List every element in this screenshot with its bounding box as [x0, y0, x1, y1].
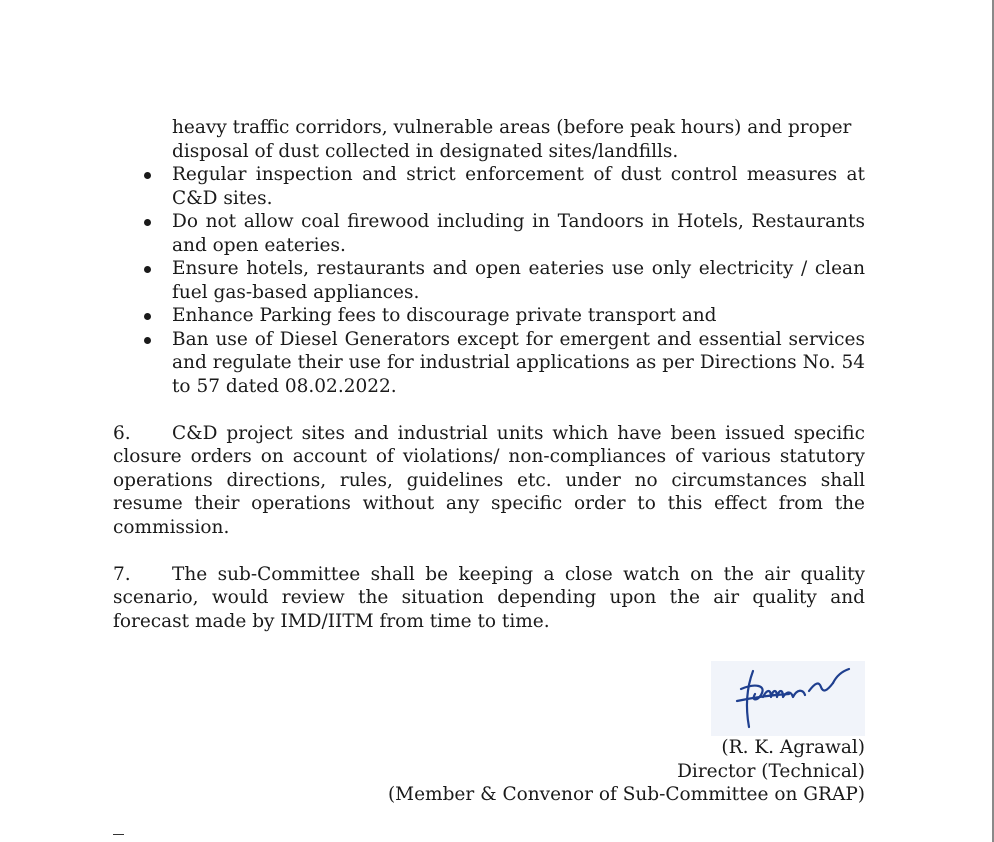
signature-icon [711, 661, 865, 736]
continuation-text: heavy traffic corridors, vulnerable areas (before peak hours) and proper disposal of dust collected in designated sites/landfills. [172, 117, 852, 162]
bullet-icon [144, 172, 151, 179]
paragraph-number: 6. [113, 422, 131, 444]
bullet-item [113, 257, 865, 304]
bullet-list [113, 163, 865, 398]
paragraph-7 [113, 563, 865, 634]
signatory-designation: Director (Technical) [677, 760, 865, 782]
bullet-icon [144, 266, 151, 273]
paragraph-text: The sub-Committee shall be keeping a close watch on the air quality scenario, would review the situation depending upon the air quality and forecast made by IMD/IITM from time to time. [113, 563, 865, 632]
bullet-icon [144, 337, 151, 344]
bullet-icon [144, 219, 151, 226]
bullet-text: Ban use of Diesel Generators except for emergent and essential services and regulate their use for industrial applications as per Directions No. 54 to 57 dated 08.02.2022. [172, 328, 865, 397]
paragraph-number: 7. [113, 563, 131, 585]
bullet-item [113, 328, 865, 399]
signatory-name: (R. K. Agrawal) [721, 737, 865, 758]
document-body [113, 116, 865, 633]
signature-image [711, 661, 865, 736]
bullet-text: Do not allow coal firewood including in Tandoors in Hotels, Restaurants and open eateries. [172, 211, 865, 256]
bullet-text: Ensure hotels, restaurants and open eateries use only electricity / clean fuel gas-based appliances. [172, 258, 865, 303]
bullet-item [113, 304, 865, 328]
bullet-item [113, 210, 865, 257]
bullet-icon [144, 313, 151, 320]
paragraph-text: C&D project sites and industrial units which have been issued specific closure orders on account of violations/ non-compliances of various statutory operations directions, rules, guidelines etc. under no circumstances shall resume their operations without any specific order to this effect from the commission. [113, 422, 865, 538]
signatory-role: (Member & Convenor of Sub-Committee on GRAP) [387, 784, 865, 805]
bullet-text: Enhance Parking fees to discourage private transport and [172, 305, 717, 326]
bullet-item [113, 163, 865, 210]
page-mark [113, 834, 124, 835]
paragraph-6 [113, 422, 865, 540]
signature-block [388, 736, 865, 807]
bullet-text: Regular inspection and strict enforcement of dust control measures at C&D sites. [172, 164, 865, 209]
